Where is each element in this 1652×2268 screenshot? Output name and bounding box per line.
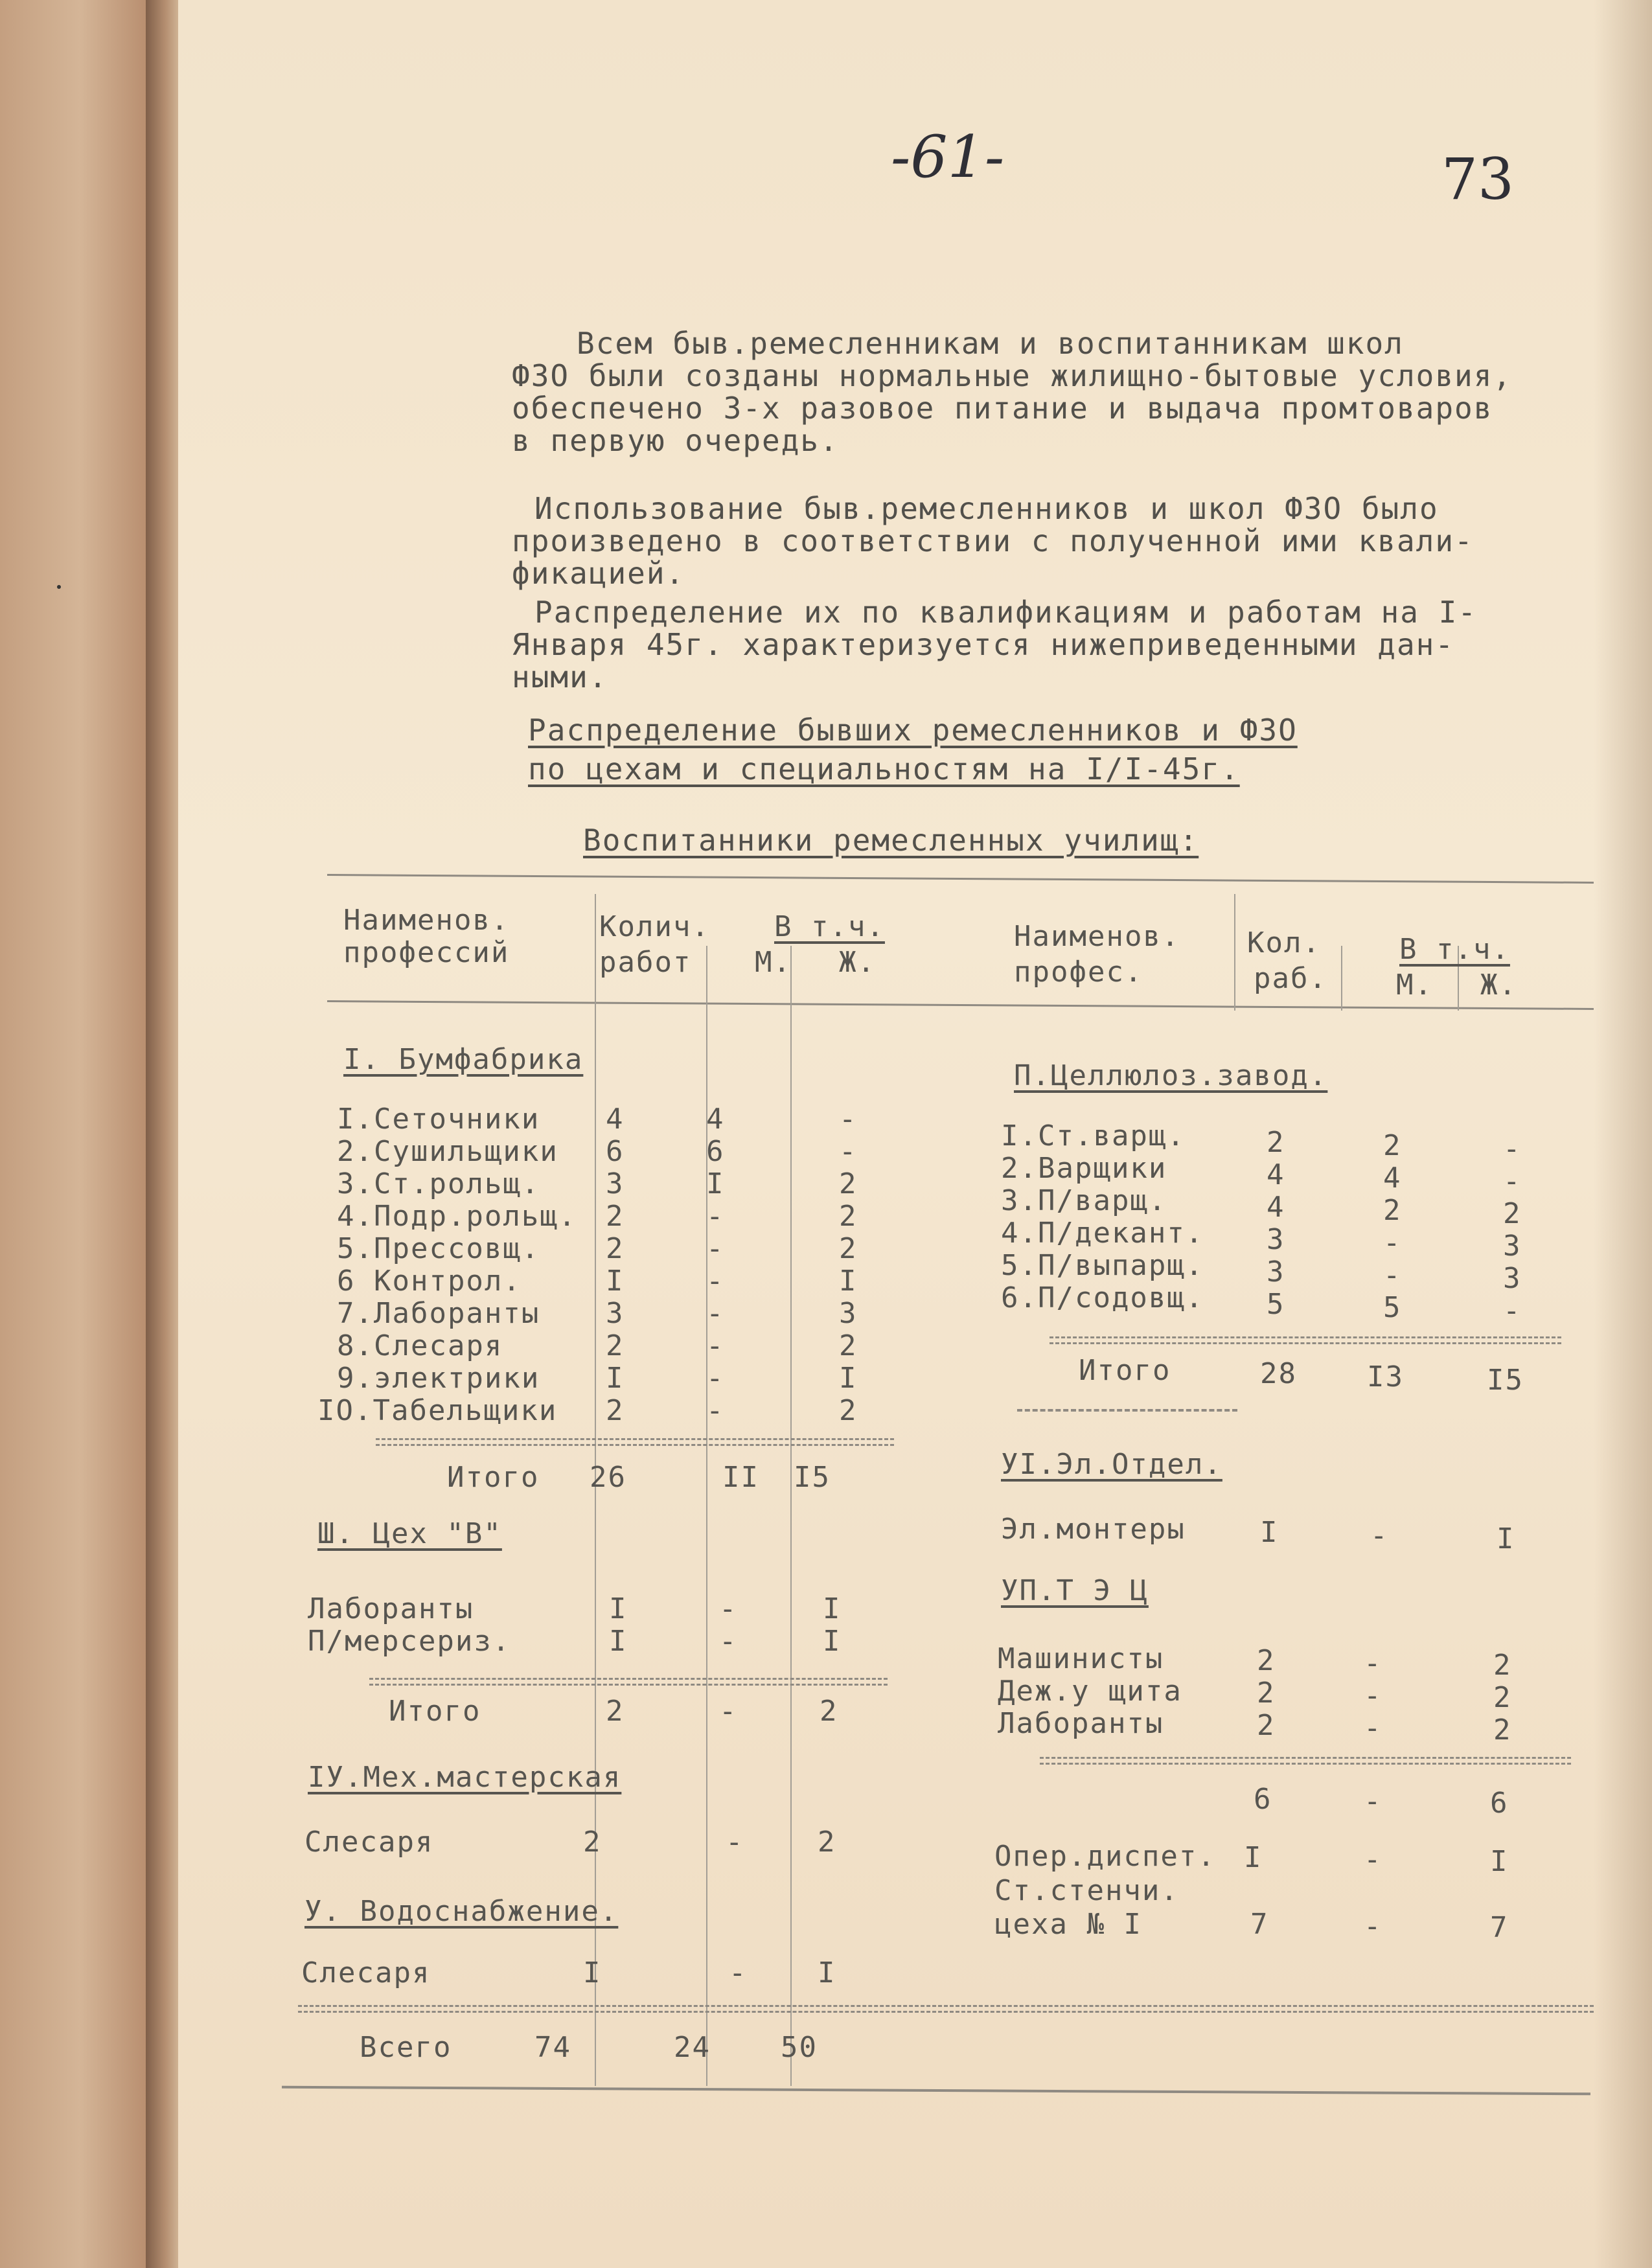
section-heading: П.Целлюлоз.завод.: [1014, 1059, 1328, 1092]
paragraph-line: Распределение их по квалификациям и работам на I-: [534, 595, 1478, 630]
paragraph-line: фикацией.: [512, 556, 685, 591]
row-count: 4: [1267, 1191, 1285, 1224]
row-count: I: [609, 1592, 628, 1625]
row-m: 4: [706, 1103, 725, 1136]
section-heading: У. Водоснабжение.: [304, 1895, 619, 1928]
row-count: 2: [606, 1329, 625, 1362]
row-m: -: [1364, 1679, 1382, 1712]
binding-fold: [146, 0, 178, 2268]
row-m: -: [719, 1592, 738, 1625]
row-w: 2: [839, 1232, 858, 1265]
header-w: Ж.: [839, 946, 876, 979]
header-w: Ж.: [1480, 968, 1517, 1002]
row-m: 2: [1383, 1129, 1402, 1162]
row-w: -: [1503, 1294, 1522, 1327]
row-w: 2: [1493, 1681, 1512, 1714]
total-m: -: [719, 1695, 738, 1728]
row-count: 3: [606, 1297, 625, 1330]
row-count: 2: [606, 1394, 625, 1427]
row-name: цеха № I: [994, 1908, 1142, 1941]
row-w: I: [818, 1956, 836, 1989]
row-m: -: [706, 1200, 725, 1233]
grand-total-count: 74: [534, 2031, 571, 2064]
header-m: М.: [1396, 968, 1433, 1002]
paragraph-line: Января 45г. характеризуется нижеприведенными дан-: [512, 627, 1455, 662]
row-w: 3: [1503, 1230, 1522, 1263]
section-heading: УI.Эл.Отдел.: [1001, 1448, 1222, 1481]
row-count: 2: [606, 1200, 625, 1233]
paragraph-line: произведено в соответствии с полученной ими квали-: [512, 523, 1474, 558]
row-w: -: [839, 1135, 858, 1168]
row-m: -: [1370, 1519, 1389, 1552]
row-count: 2: [1257, 1677, 1276, 1710]
row-name: 5.Прессовщ.: [337, 1232, 540, 1265]
left-page-edge: [0, 0, 146, 2268]
paragraph-line: Использование быв.ремесленников и школ ФЗО было: [534, 491, 1439, 526]
header-incl: В т.ч.: [774, 910, 885, 943]
paragraph-line: обеспечено 3-х разовое питание и выдача промтоваров: [512, 391, 1493, 426]
column-divider: [1234, 894, 1235, 1011]
header-count: Колич.: [599, 910, 710, 943]
section-title-line: Распределение бывших ремесленников и ФЗО: [528, 713, 1298, 748]
section-heading: IУ.Мех.мастерская: [308, 1761, 622, 1794]
row-m: 4: [1383, 1162, 1402, 1195]
total-count: 28: [1260, 1357, 1297, 1390]
row-name: 9.электрики: [337, 1362, 540, 1395]
row-m: -: [1364, 1712, 1382, 1745]
row-count: 7: [1250, 1908, 1269, 1941]
paragraph-line: Всем быв.ремесленникам и воспитанникам школ: [577, 326, 1404, 361]
row-m: -: [1383, 1259, 1402, 1292]
row-name: 2.Варщики: [1001, 1152, 1167, 1185]
row-name: 3.П/варщ.: [1001, 1184, 1167, 1217]
row-name: 8.Слесаря: [337, 1329, 503, 1362]
row-m: 2: [1383, 1194, 1402, 1227]
row-count: I: [606, 1265, 625, 1298]
row-name: 5.П/выпарщ.: [1001, 1249, 1204, 1282]
row-count: 3: [1267, 1255, 1285, 1289]
row-w: 2: [1493, 1649, 1512, 1682]
page-right-shadow: [1594, 0, 1652, 2268]
total-separator: [376, 1438, 894, 1446]
row-w: 2: [1503, 1197, 1522, 1230]
row-name: Слесаря: [304, 1826, 434, 1859]
section-heading: Ш. Цех "В": [317, 1517, 502, 1550]
row-m: -: [1383, 1226, 1402, 1259]
row-w: 7: [1490, 1911, 1509, 1944]
row-name: Опер.диспет.: [994, 1840, 1216, 1873]
row-m: -: [706, 1265, 725, 1298]
row-count: 3: [606, 1167, 625, 1200]
row-m: -: [719, 1625, 738, 1658]
row-w: -: [839, 1103, 858, 1136]
section-heading: УП.Т Э Ц: [1001, 1574, 1149, 1607]
row-name: I.Сеточники: [337, 1103, 540, 1136]
ink-dot: [57, 585, 61, 589]
row-name: П/мерсериз.: [308, 1625, 511, 1658]
column-divider: [790, 946, 792, 2086]
total-m: -: [1364, 1785, 1382, 1818]
total-separator: [1050, 1336, 1561, 1344]
row-name: 6 Контрол.: [337, 1265, 522, 1298]
row-name: 3.Ст.рольщ.: [337, 1167, 540, 1200]
header-m: М.: [755, 946, 792, 979]
row-m: 6: [706, 1135, 725, 1168]
row-m: -: [1364, 1843, 1382, 1876]
row-count: I: [583, 1956, 602, 1989]
header-name: Наименов.: [1014, 920, 1180, 953]
row-name: Лаборанты: [998, 1707, 1164, 1740]
row-w: I: [823, 1625, 842, 1658]
row-w: 2: [839, 1329, 858, 1362]
table-subtitle: Воспитанники ремесленных училищ:: [583, 823, 1199, 858]
row-count: 4: [606, 1103, 625, 1136]
header-count: Кол.: [1247, 926, 1321, 959]
header-count: раб.: [1254, 962, 1327, 995]
row-w: -: [1503, 1165, 1522, 1198]
row-w: I: [839, 1362, 858, 1395]
row-count: 2: [583, 1826, 602, 1859]
grand-total-w: 50: [781, 2031, 818, 2064]
header-name: профессий: [343, 936, 510, 969]
header-incl: В т.ч.: [1399, 933, 1510, 966]
row-w: 2: [1493, 1713, 1512, 1747]
row-name: Деж.у щита: [998, 1675, 1182, 1708]
total-count: 2: [606, 1695, 625, 1728]
row-w: 2: [839, 1394, 858, 1427]
sheet-number: -61-: [891, 123, 1005, 191]
row-name: Слесаря: [301, 1956, 431, 1989]
total-m: II: [722, 1461, 759, 1494]
row-w: 2: [818, 1826, 836, 1859]
row-w: I: [839, 1265, 858, 1298]
row-count: 2: [1257, 1644, 1276, 1677]
row-m: -: [706, 1329, 725, 1362]
row-count: 3: [1267, 1223, 1285, 1256]
total-label: Итого: [389, 1695, 481, 1728]
row-m: -: [706, 1297, 725, 1330]
header-name: профес.: [1014, 956, 1143, 989]
row-name: 7.Лаборанты: [337, 1297, 540, 1330]
grand-total-separator: [298, 2005, 1594, 2013]
total-w: I5: [1487, 1364, 1524, 1397]
row-m: -: [1364, 1647, 1382, 1680]
total-label: Итого: [447, 1461, 540, 1494]
row-w: 2: [839, 1167, 858, 1200]
total-count: 26: [590, 1461, 626, 1494]
row-count: I: [606, 1362, 625, 1395]
row-name: I.Ст.варщ.: [1001, 1119, 1186, 1152]
row-name: Машинисты: [998, 1642, 1164, 1675]
row-w: I: [823, 1592, 842, 1625]
section-heading: I. Бумфабрика: [343, 1043, 584, 1076]
row-w: I: [1490, 1845, 1509, 1878]
grand-total-label: Всего: [360, 2031, 452, 2064]
row-w: 2: [839, 1200, 858, 1233]
row-w: I: [1497, 1522, 1515, 1555]
row-count: 4: [1267, 1158, 1285, 1191]
row-w: 3: [839, 1297, 858, 1330]
row-count: 2: [1267, 1126, 1285, 1159]
total-w: 6: [1490, 1787, 1509, 1820]
row-name: 4.П/декант.: [1001, 1217, 1204, 1250]
total-separator: [1040, 1757, 1571, 1765]
grand-total-m: 24: [674, 2031, 711, 2064]
row-m: -: [1364, 1910, 1382, 1943]
row-m: 5: [1383, 1291, 1402, 1324]
row-name: Ст.стенчи.: [994, 1874, 1179, 1907]
total-w: I5: [794, 1461, 831, 1494]
paragraph-line: ФЗО были созданы нормальные жилищно-бытовые условия,: [512, 358, 1513, 393]
row-m: -: [706, 1362, 725, 1395]
row-count: 2: [1257, 1709, 1276, 1742]
section-title-line: по цехам и специальностям на I/I-45г.: [528, 751, 1240, 786]
row-m: I: [706, 1167, 725, 1200]
total-count: 6: [1254, 1783, 1272, 1816]
row-count: I: [1244, 1841, 1263, 1874]
row-count: 6: [606, 1135, 625, 1168]
row-m: -: [706, 1232, 725, 1265]
row-w: -: [1503, 1132, 1522, 1165]
row-m: -: [706, 1394, 725, 1427]
total-label: Итого: [1079, 1354, 1171, 1387]
row-name: 2.Сушильщики: [337, 1135, 558, 1168]
total-w: 2: [820, 1695, 838, 1728]
column-divider: [1341, 946, 1342, 1011]
header-count: работ: [599, 946, 692, 979]
row-name: Лаборанты: [308, 1592, 474, 1625]
section-dash-separator: [1017, 1409, 1237, 1412]
row-count: 2: [606, 1232, 625, 1265]
paragraph-line: в первую очередь.: [512, 423, 839, 458]
row-name: Эл.монтеры: [1001, 1513, 1186, 1546]
row-w: 3: [1503, 1262, 1522, 1295]
row-m: -: [729, 1956, 748, 1989]
row-name: IO.Табельщики: [317, 1394, 558, 1427]
row-name: 6.П/содовщ.: [1001, 1281, 1204, 1314]
row-m: -: [726, 1826, 744, 1859]
page-number: 73: [1441, 146, 1514, 212]
row-count: 5: [1267, 1288, 1285, 1321]
row-count: I: [609, 1625, 628, 1658]
total-separator: [369, 1678, 888, 1686]
header-name: Наименов.: [343, 904, 510, 937]
paragraph-line: ными.: [512, 659, 608, 694]
total-m: I3: [1367, 1360, 1404, 1393]
row-name: 4.Подр.рольщ.: [337, 1200, 577, 1233]
row-count: I: [1260, 1516, 1279, 1549]
